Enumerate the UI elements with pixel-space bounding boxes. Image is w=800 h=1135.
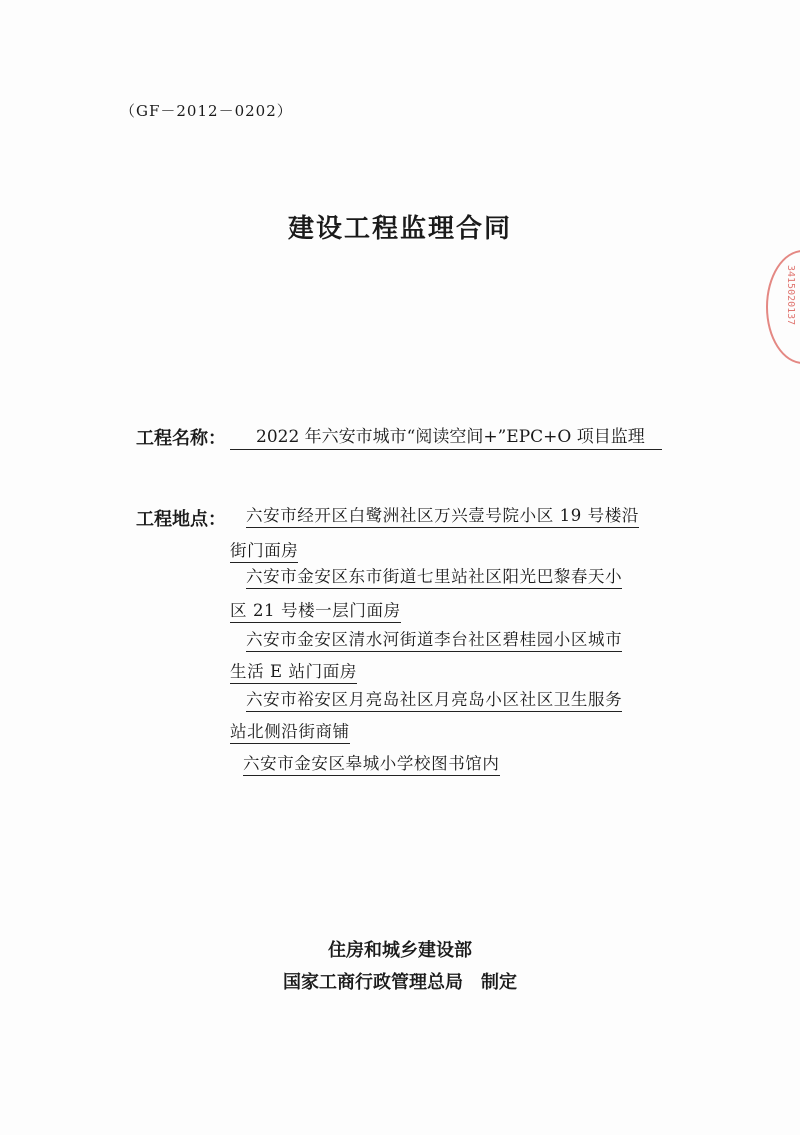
- project-name-value: 2022 年六安市城市“阅读空间+”EPC+O 项目监理: [230, 422, 662, 450]
- location-line: 六安市金安区东市街道七里站社区阳光巴黎春天小: [246, 563, 622, 589]
- location-line: 区 21 号楼一层门面房: [230, 597, 401, 623]
- location-line: 站北侧沿街商铺: [230, 718, 350, 744]
- document-code: （GF－2012－0202）: [120, 102, 293, 120]
- location-line: 六安市金安区清水河街道李台社区碧桂园小区城市: [246, 626, 622, 652]
- location-line: 六安市经开区白鹭洲社区万兴壹号院小区 19 号楼沿: [246, 502, 639, 528]
- location-line: 六安市裕安区月亮岛社区月亮岛小区社区卫生服务: [246, 686, 622, 712]
- project-location-label: 工程地点：: [136, 509, 226, 530]
- location-line: 街门面房: [230, 537, 298, 563]
- project-name-label: 工程名称：: [136, 428, 226, 449]
- issuer-ministry: 住房和城乡建设部: [328, 940, 472, 961]
- location-line: 生活 E 站门面房: [230, 658, 357, 684]
- seal-stamp-text: 3415020137: [785, 265, 796, 326]
- contract-title: 建设工程监理合同: [287, 214, 512, 244]
- location-line: 六安市金安区皋城小学校图书馆内: [243, 750, 500, 776]
- issuer-administration: 国家工商行政管理总局 制定: [283, 972, 517, 993]
